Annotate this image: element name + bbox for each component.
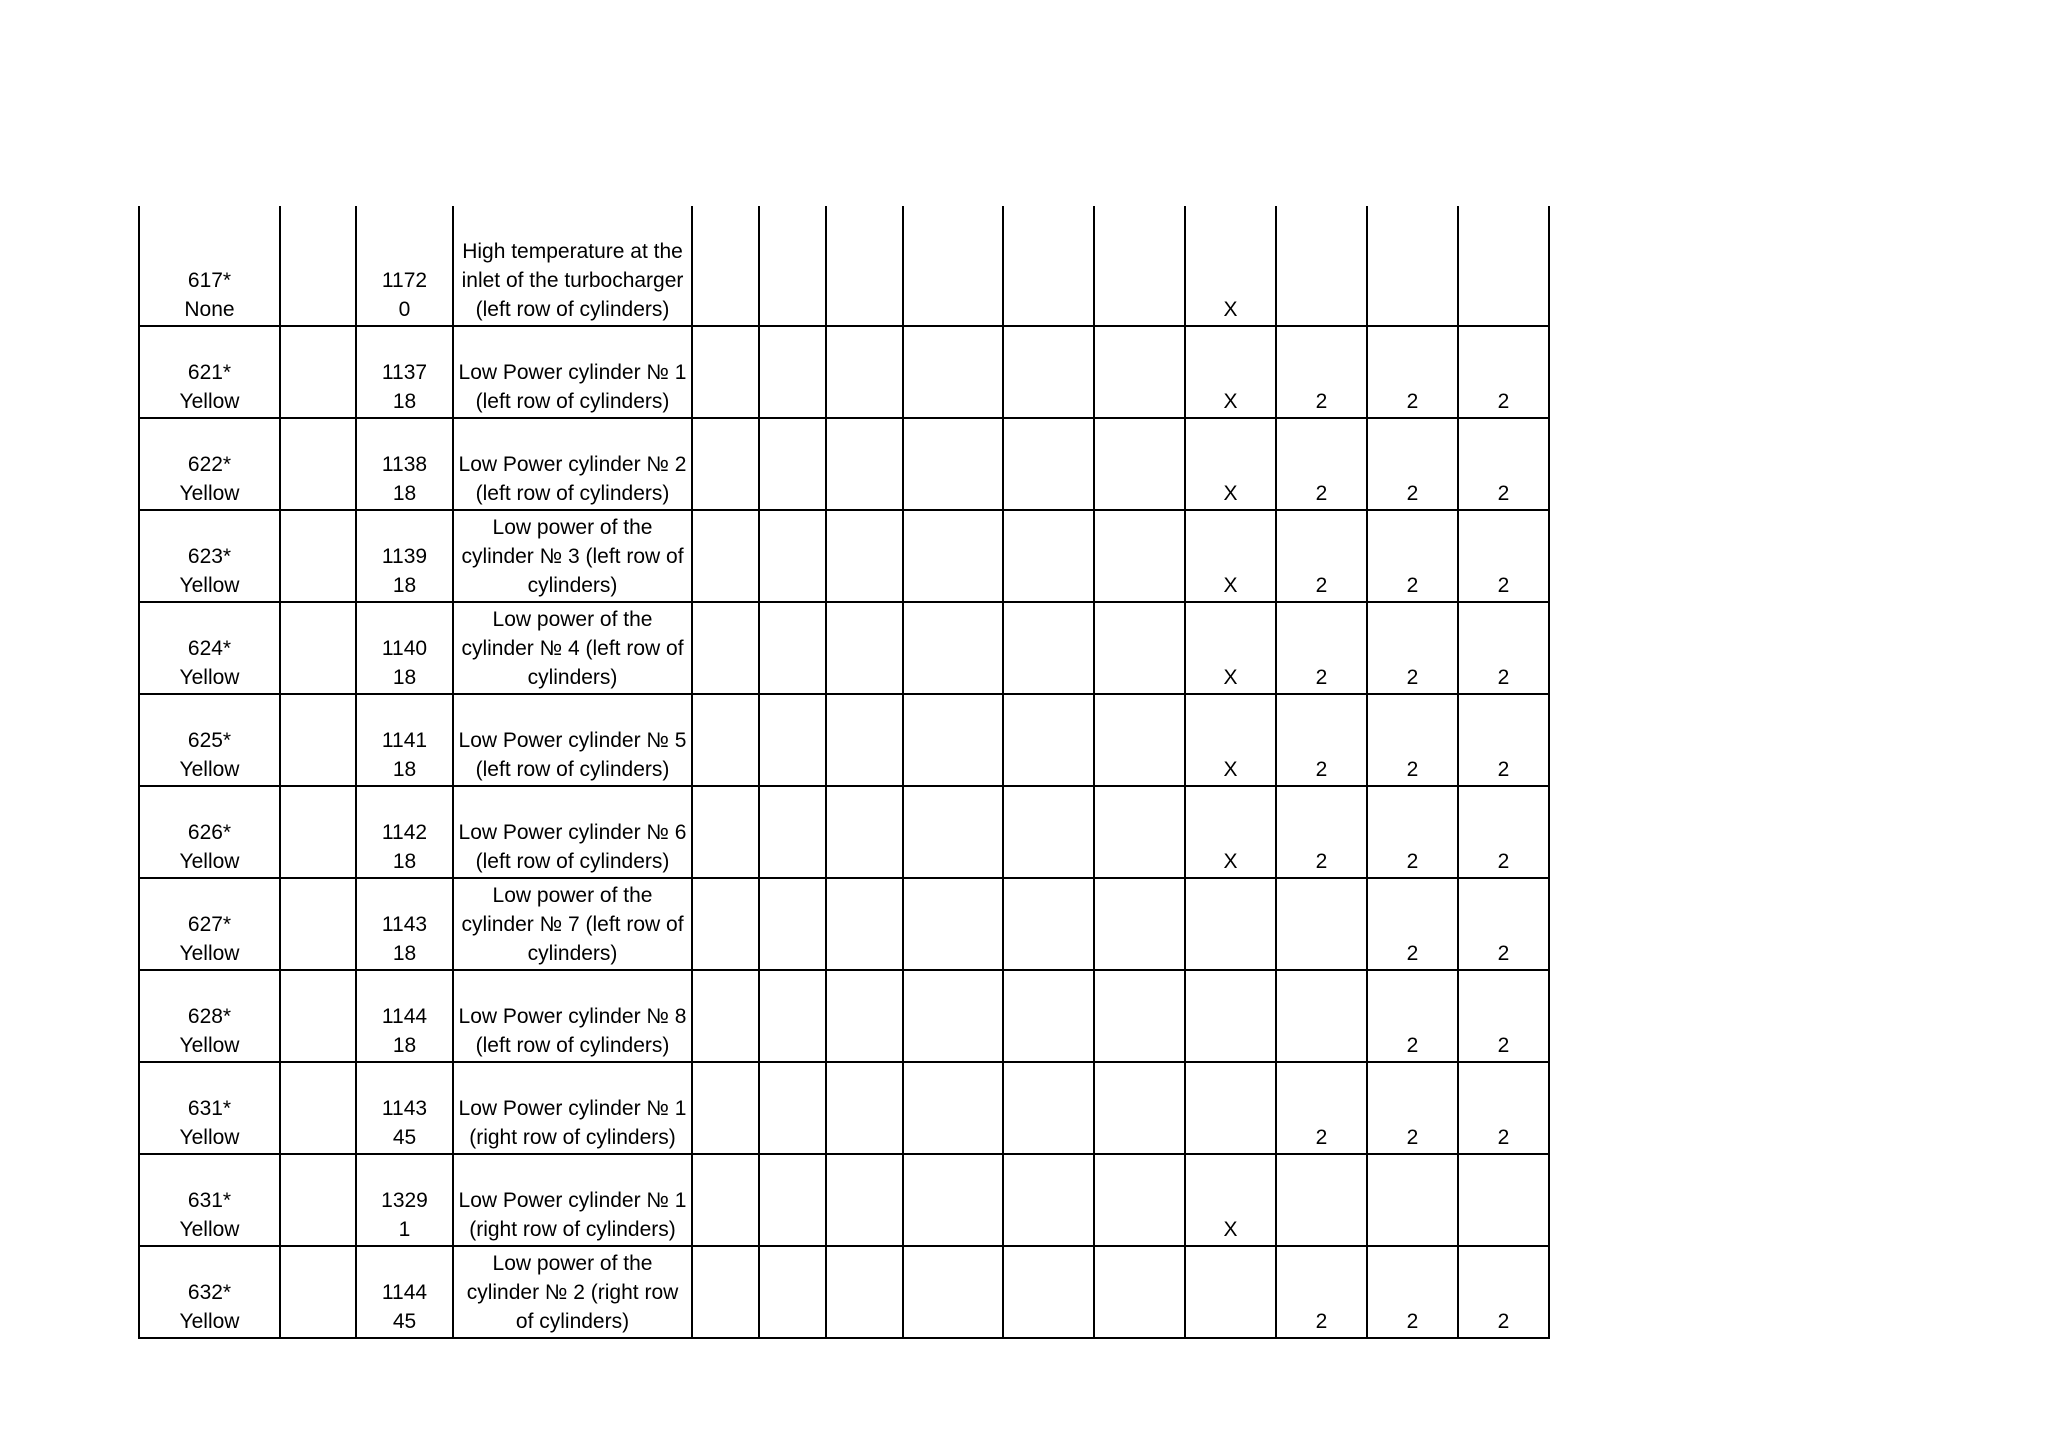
empty-cell <box>1003 510 1094 602</box>
number-b: 18 <box>392 1034 417 1057</box>
empty-cell <box>1094 694 1185 786</box>
mark-cell <box>1276 1246 1367 1338</box>
code-cell <box>139 694 280 786</box>
number-cell <box>356 878 453 970</box>
mark-value: 2 <box>1497 758 1510 781</box>
fault-description: Low Power cylinder № 1 (left row of cylinders) <box>458 361 687 413</box>
empty-cell <box>759 1246 826 1338</box>
fault-description: High temperature at the inlet of the turbocharger (left row of cylinders) <box>461 240 684 321</box>
number-a: 1144 <box>381 1005 428 1028</box>
mark-cell <box>1185 878 1276 970</box>
number-a: 1139 <box>381 545 428 568</box>
mark-cell <box>1276 786 1367 878</box>
empty-cell <box>1003 694 1094 786</box>
mark-value: 2 <box>1406 1310 1419 1333</box>
empty-cell <box>826 418 903 510</box>
mark-value: 2 <box>1497 850 1510 873</box>
number-cell <box>356 206 453 326</box>
empty-cell <box>692 1154 759 1246</box>
table-row <box>139 1154 1549 1246</box>
mark-cell <box>1458 206 1549 326</box>
empty-cell <box>1003 602 1094 694</box>
empty-cell <box>1003 1062 1094 1154</box>
number-b: 18 <box>392 850 417 873</box>
empty-cell <box>692 206 759 326</box>
code-cell <box>139 878 280 970</box>
empty-cell <box>280 510 356 602</box>
indicator-color: Yellow <box>179 1310 240 1333</box>
table-row <box>139 878 1549 970</box>
indicator-color: Yellow <box>179 942 240 965</box>
empty-cell <box>903 1154 1003 1246</box>
fault-code: 624* <box>187 637 232 660</box>
mark-cell <box>1276 418 1367 510</box>
mark-value: 2 <box>1406 482 1419 505</box>
table-row <box>139 326 1549 418</box>
mark-cell <box>1185 970 1276 1062</box>
number-a: 1141 <box>381 729 428 752</box>
mark-cell <box>1276 1154 1367 1246</box>
empty-cell <box>1003 878 1094 970</box>
mark-cell <box>1458 878 1549 970</box>
indicator-color: Yellow <box>179 1034 240 1057</box>
empty-cell <box>1094 418 1185 510</box>
fault-code: 623* <box>187 545 232 568</box>
empty-cell <box>903 418 1003 510</box>
mark-value: 2 <box>1315 574 1328 597</box>
table-row <box>139 1062 1549 1154</box>
empty-cell <box>759 970 826 1062</box>
empty-cell <box>826 326 903 418</box>
empty-cell <box>759 694 826 786</box>
number-b: 18 <box>392 390 417 413</box>
number-cell <box>356 326 453 418</box>
number-a: 1172 <box>381 269 428 292</box>
mark-cell <box>1276 510 1367 602</box>
number-a: 1140 <box>381 637 428 660</box>
empty-cell <box>759 206 826 326</box>
empty-cell <box>759 510 826 602</box>
empty-cell <box>1094 1062 1185 1154</box>
number-b: 18 <box>392 574 417 597</box>
empty-cell <box>1003 418 1094 510</box>
mark-value: 2 <box>1497 1310 1510 1333</box>
empty-cell <box>280 602 356 694</box>
empty-cell <box>692 510 759 602</box>
empty-cell <box>280 970 356 1062</box>
mark-value: 2 <box>1406 390 1419 413</box>
number-a: 1329 <box>381 1189 428 1212</box>
fault-code-table <box>138 206 1550 1339</box>
indicator-color: None <box>184 298 235 321</box>
empty-cell <box>692 418 759 510</box>
number-a: 1137 <box>381 361 428 384</box>
mark-value: 2 <box>1497 482 1510 505</box>
empty-cell <box>826 694 903 786</box>
fault-code: 631* <box>187 1097 232 1120</box>
description-cell <box>453 786 692 878</box>
code-cell <box>139 786 280 878</box>
code-cell <box>139 1246 280 1338</box>
mark-value: 2 <box>1315 482 1328 505</box>
description-cell <box>453 602 692 694</box>
mark-cell <box>1276 602 1367 694</box>
mark-cell <box>1367 1154 1458 1246</box>
empty-cell <box>692 326 759 418</box>
empty-cell <box>826 878 903 970</box>
description-cell <box>453 510 692 602</box>
mark-value: 2 <box>1497 942 1510 965</box>
empty-cell <box>903 510 1003 602</box>
mark-cell <box>1185 1246 1276 1338</box>
number-a: 1143 <box>381 1097 428 1120</box>
mark-cell <box>1367 878 1458 970</box>
code-cell <box>139 510 280 602</box>
mark-cell <box>1367 1246 1458 1338</box>
mark-value: 2 <box>1406 574 1419 597</box>
indicator-color: Yellow <box>179 482 240 505</box>
fault-description: Low Power cylinder № 2 (left row of cylinders) <box>458 453 687 505</box>
code-cell <box>139 418 280 510</box>
empty-cell <box>1094 510 1185 602</box>
mark-value: X <box>1223 850 1238 873</box>
number-b: 18 <box>392 482 417 505</box>
empty-cell <box>903 1246 1003 1338</box>
fault-code: 622* <box>187 453 232 476</box>
empty-cell <box>280 1246 356 1338</box>
empty-cell <box>903 970 1003 1062</box>
mark-cell <box>1276 206 1367 326</box>
empty-cell <box>692 786 759 878</box>
mark-cell <box>1367 510 1458 602</box>
indicator-color: Yellow <box>179 390 240 413</box>
number-a: 1142 <box>381 821 428 844</box>
indicator-color: Yellow <box>179 1126 240 1149</box>
empty-cell <box>826 1246 903 1338</box>
mark-value: X <box>1223 1218 1238 1241</box>
empty-cell <box>903 206 1003 326</box>
empty-cell <box>759 1154 826 1246</box>
empty-cell <box>1094 326 1185 418</box>
mark-cell <box>1185 1154 1276 1246</box>
empty-cell <box>280 878 356 970</box>
empty-cell <box>903 786 1003 878</box>
empty-cell <box>1094 1246 1185 1338</box>
empty-cell <box>280 418 356 510</box>
empty-cell <box>759 1062 826 1154</box>
mark-cell <box>1276 694 1367 786</box>
number-cell <box>356 970 453 1062</box>
mark-cell <box>1458 510 1549 602</box>
empty-cell <box>1003 1154 1094 1246</box>
description-cell <box>453 694 692 786</box>
number-cell <box>356 1154 453 1246</box>
empty-cell <box>1094 878 1185 970</box>
number-cell <box>356 694 453 786</box>
mark-cell <box>1458 970 1549 1062</box>
mark-value: 2 <box>1406 666 1419 689</box>
mark-cell <box>1367 786 1458 878</box>
mark-cell <box>1458 694 1549 786</box>
mark-cell <box>1367 602 1458 694</box>
mark-cell <box>1458 1062 1549 1154</box>
description-cell <box>453 878 692 970</box>
description-cell <box>453 1246 692 1338</box>
mark-cell <box>1458 1246 1549 1338</box>
mark-cell <box>1185 602 1276 694</box>
description-cell <box>453 970 692 1062</box>
fault-description: Low Power cylinder № 1 (right row of cylinders) <box>458 1097 687 1149</box>
number-cell <box>356 418 453 510</box>
empty-cell <box>692 1246 759 1338</box>
fault-code: 631* <box>187 1189 232 1212</box>
empty-cell <box>280 206 356 326</box>
number-cell <box>356 1062 453 1154</box>
empty-cell <box>826 510 903 602</box>
mark-cell <box>1185 786 1276 878</box>
fault-description: Low power of the cylinder № 3 (left row of cylinders) <box>461 516 684 597</box>
mark-value: X <box>1223 574 1238 597</box>
table-row <box>139 970 1549 1062</box>
number-cell <box>356 1246 453 1338</box>
empty-cell <box>1094 1154 1185 1246</box>
indicator-color: Yellow <box>179 758 240 781</box>
mark-cell <box>1185 326 1276 418</box>
mark-value: 2 <box>1315 1310 1328 1333</box>
empty-cell <box>826 970 903 1062</box>
empty-cell <box>759 326 826 418</box>
mark-value: 2 <box>1315 1126 1328 1149</box>
fault-code: 632* <box>187 1281 232 1304</box>
mark-cell <box>1276 878 1367 970</box>
fault-code: 626* <box>187 821 232 844</box>
table-row <box>139 602 1549 694</box>
empty-cell <box>759 602 826 694</box>
mark-cell <box>1185 510 1276 602</box>
fault-description: Low power of the cylinder № 7 (left row of cylinders) <box>461 884 684 965</box>
number-b: 1 <box>398 1218 411 1241</box>
fault-description: Low Power cylinder № 8 (left row of cylinders) <box>458 1005 687 1057</box>
table-row <box>139 418 1549 510</box>
empty-cell <box>826 1154 903 1246</box>
empty-cell <box>1094 970 1185 1062</box>
number-a: 1144 <box>381 1281 428 1304</box>
mark-cell <box>1458 602 1549 694</box>
empty-cell <box>1003 970 1094 1062</box>
mark-cell <box>1367 694 1458 786</box>
mark-value: 2 <box>1315 850 1328 873</box>
mark-value: 2 <box>1497 666 1510 689</box>
table-body <box>139 206 1549 1338</box>
empty-cell <box>1003 206 1094 326</box>
fault-description: Low power of the cylinder № 2 (right row of cylinders) <box>466 1252 679 1333</box>
empty-cell <box>826 786 903 878</box>
number-b: 45 <box>392 1126 417 1149</box>
empty-cell <box>1003 1246 1094 1338</box>
code-cell <box>139 1062 280 1154</box>
mark-cell <box>1276 326 1367 418</box>
number-b: 0 <box>398 298 411 321</box>
mark-value: 2 <box>1406 758 1419 781</box>
mark-value: 2 <box>1406 850 1419 873</box>
mark-cell <box>1276 1062 1367 1154</box>
mark-cell <box>1458 418 1549 510</box>
empty-cell <box>826 206 903 326</box>
number-a: 1138 <box>381 453 428 476</box>
mark-value: 2 <box>1406 1034 1419 1057</box>
empty-cell <box>1094 602 1185 694</box>
description-cell <box>453 206 692 326</box>
mark-value: 2 <box>1315 758 1328 781</box>
fault-code: 627* <box>187 913 232 936</box>
empty-cell <box>903 1062 1003 1154</box>
fault-code: 625* <box>187 729 232 752</box>
code-cell <box>139 602 280 694</box>
empty-cell <box>692 878 759 970</box>
number-a: 1143 <box>381 913 428 936</box>
empty-cell <box>692 602 759 694</box>
empty-cell <box>1094 786 1185 878</box>
mark-cell <box>1185 694 1276 786</box>
mark-cell <box>1367 326 1458 418</box>
table-row <box>139 1246 1549 1338</box>
mark-cell <box>1185 206 1276 326</box>
code-cell <box>139 970 280 1062</box>
mark-cell <box>1185 1062 1276 1154</box>
code-cell <box>139 326 280 418</box>
empty-cell <box>759 786 826 878</box>
fault-code: 621* <box>187 361 232 384</box>
mark-value: X <box>1223 482 1238 505</box>
number-b: 45 <box>392 1310 417 1333</box>
indicator-color: Yellow <box>179 666 240 689</box>
table-row <box>139 694 1549 786</box>
mark-value: X <box>1223 390 1238 413</box>
mark-value: 2 <box>1315 390 1328 413</box>
empty-cell <box>280 786 356 878</box>
mark-value: 2 <box>1497 1126 1510 1149</box>
empty-cell <box>903 694 1003 786</box>
empty-cell <box>826 1062 903 1154</box>
mark-value: X <box>1223 758 1238 781</box>
indicator-color: Yellow <box>179 850 240 873</box>
empty-cell <box>826 602 903 694</box>
table-row <box>139 206 1549 326</box>
number-b: 18 <box>392 666 417 689</box>
mark-cell <box>1458 1154 1549 1246</box>
number-cell <box>356 786 453 878</box>
mark-value: 2 <box>1315 666 1328 689</box>
fault-description: Low Power cylinder № 1 (right row of cylinders) <box>458 1189 687 1241</box>
number-b: 18 <box>392 758 417 781</box>
indicator-color: Yellow <box>179 1218 240 1241</box>
empty-cell <box>903 326 1003 418</box>
empty-cell <box>692 1062 759 1154</box>
empty-cell <box>280 1062 356 1154</box>
mark-cell <box>1185 418 1276 510</box>
fault-description: Low Power cylinder № 6 (left row of cylinders) <box>458 821 687 873</box>
empty-cell <box>1094 206 1185 326</box>
number-b: 18 <box>392 942 417 965</box>
mark-cell <box>1276 970 1367 1062</box>
code-cell <box>139 206 280 326</box>
mark-cell <box>1458 786 1549 878</box>
fault-description: Low Power cylinder № 5 (left row of cylinders) <box>458 729 687 781</box>
table-row <box>139 786 1549 878</box>
empty-cell <box>692 970 759 1062</box>
indicator-color: Yellow <box>179 574 240 597</box>
mark-cell <box>1367 418 1458 510</box>
empty-cell <box>280 1154 356 1246</box>
empty-cell <box>759 878 826 970</box>
empty-cell <box>280 694 356 786</box>
mark-value: 2 <box>1497 574 1510 597</box>
mark-value: 2 <box>1497 1034 1510 1057</box>
empty-cell <box>1003 326 1094 418</box>
mark-value: X <box>1223 298 1238 321</box>
description-cell <box>453 1154 692 1246</box>
empty-cell <box>903 602 1003 694</box>
mark-cell <box>1367 1062 1458 1154</box>
mark-value: X <box>1223 666 1238 689</box>
number-cell <box>356 602 453 694</box>
mark-cell <box>1367 970 1458 1062</box>
mark-cell <box>1458 326 1549 418</box>
empty-cell <box>903 878 1003 970</box>
empty-cell <box>759 418 826 510</box>
code-cell <box>139 1154 280 1246</box>
mark-value: 2 <box>1406 1126 1419 1149</box>
mark-value: 2 <box>1406 942 1419 965</box>
empty-cell <box>280 326 356 418</box>
empty-cell <box>692 694 759 786</box>
number-cell <box>356 510 453 602</box>
empty-cell <box>1003 786 1094 878</box>
fault-code: 617* <box>187 269 232 292</box>
mark-cell <box>1367 206 1458 326</box>
fault-code: 628* <box>187 1005 232 1028</box>
fault-description: Low power of the cylinder № 4 (left row of cylinders) <box>461 608 684 689</box>
mark-value: 2 <box>1497 390 1510 413</box>
table-row <box>139 510 1549 602</box>
description-cell <box>453 418 692 510</box>
description-cell <box>453 326 692 418</box>
description-cell <box>453 1062 692 1154</box>
